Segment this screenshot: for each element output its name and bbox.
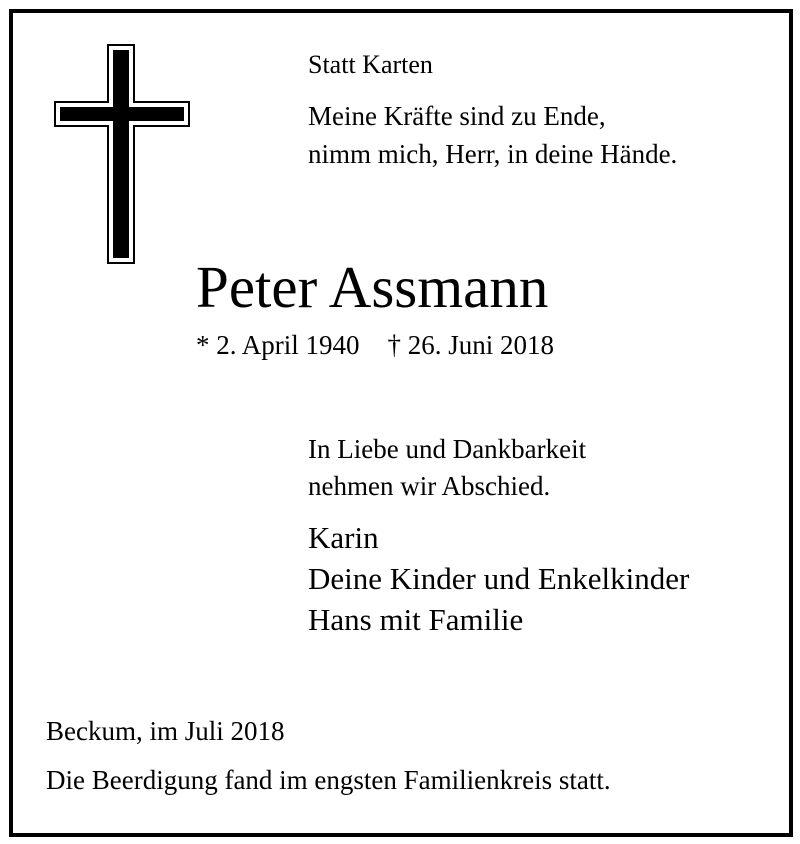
mourner-hans: Hans mit Familie	[308, 602, 524, 637]
farewell-line-1: In Liebe und Dankbarkeit	[308, 434, 587, 464]
deceased-name: Peter Assmann	[196, 254, 549, 320]
life-dates	[196, 332, 554, 359]
cross-icon	[54, 44, 190, 264]
verse-line-1: Meine Kräfte sind zu Ende,	[308, 101, 606, 131]
burial-note: Die Beerdigung fand im engsten Familienkreis statt.	[46, 765, 611, 795]
birth-date: * 2. April 1940	[196, 330, 360, 360]
farewell-line-2: nehmen wir Abschied.	[308, 471, 551, 501]
verse-line-2: nimm mich, Herr, in deine Hände.	[308, 139, 678, 169]
death-date: † 26. Juni 2018	[387, 330, 555, 360]
place-date: Beckum, im Juli 2018	[46, 716, 285, 746]
mourner-children: Deine Kinder und Enkelkinder	[308, 561, 690, 596]
header-statt-karten: Statt Karten	[308, 50, 433, 79]
mourner-karin: Karin	[308, 520, 379, 555]
